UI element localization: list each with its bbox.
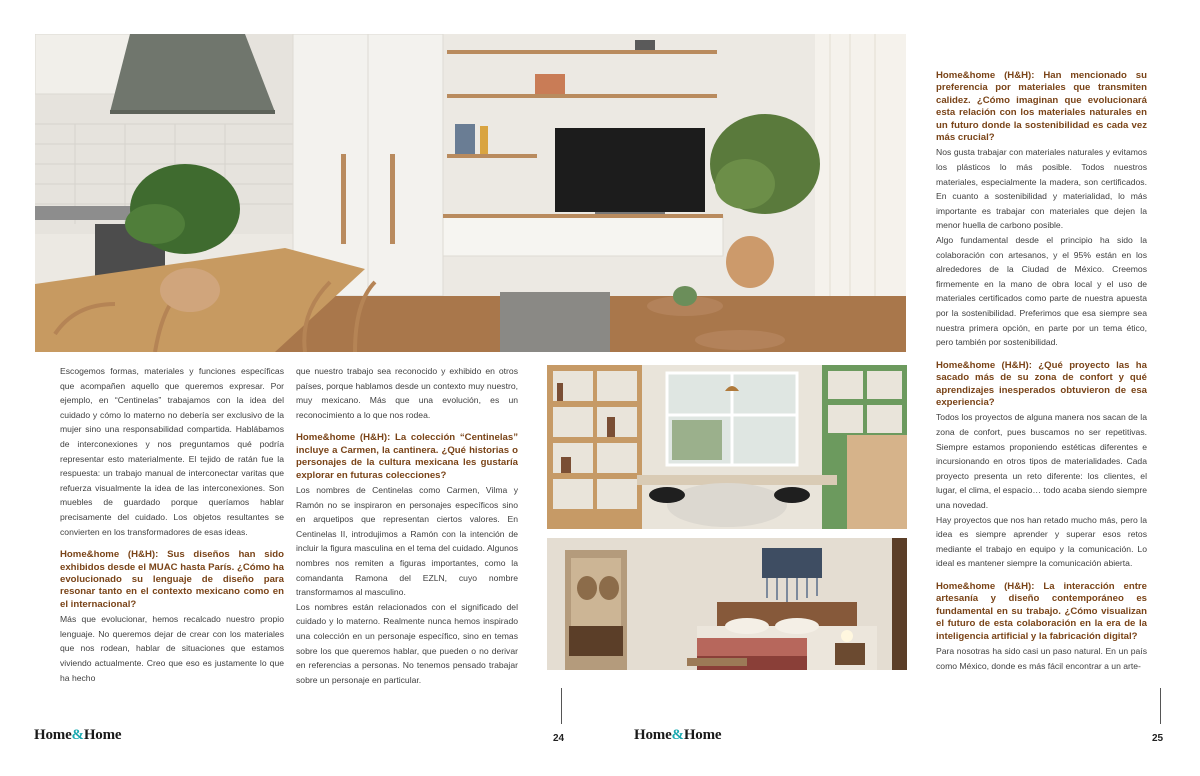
right-column-3 [936,70,1147,673]
footer-logo-right [634,727,721,744]
left-column-2 [296,364,518,687]
photo-living-room [35,34,906,352]
page-number-right: 25 [1152,733,1164,744]
paragraph: Hay proyectos que nos han retado mucho más, pero la idea es siempre aprender y superar esos retos mediante el trabajo en equipo y la comunicación. Lo ideal es mantener siempre la comunicación abierta. [936,514,1147,569]
logo-ampersand: & [71,727,84,743]
paragraph: que nuestro trabajo sea reconocido y exhibido en otros países, porque hablamos desde un contexto muy nuestro, muy mexicano. Más que una evolución, es un reconocimiento a lo que nos rodea. [296,366,518,420]
living-room-illustration [35,34,906,352]
footer-logo-left [34,727,121,744]
paragraph: Nos gusta trabajar con materiales naturales y evitamos los plásticos lo más posible. Todos nuestros materiales, especialmente la madera, son certificados. En cuanto a sostenibilidad y materialidad, lo más importante es trabajar con materiales que dejen la menor huella de carbono posible. [936,147,1147,231]
paragraph: Los nombres de Centinelas como Carmen, Vilma y Ramón no se inspiraron en personajes específicos sino en arquetipos que representan ciertos valores. En Centinelas II, introdujimos a Ramón con la intención de incluir la figura masculina en el tema del cuidado. Algunos nombres nos remiten a figuras importantes, como la comandanta Ramona del EZLN, cuyo nombre transformamos al masculino. [296,485,518,598]
bedroom-illustration [547,538,907,670]
interview-question: Home&home (H&H): ¿Qué proyecto las ha sacado más de su zona de confort y qué aprendizajes inesperados obtuvieron de esa experiencia? [936,359,1147,408]
study-room-illustration [547,365,907,529]
logo-word: Home [83,727,122,743]
paragraph: Para nosotras ha sido casi un paso natural. En un país como México, donde es más fácil encontrar a un arte- [936,645,1147,671]
paragraph: Los nombres están relacionados con el significado del cuidado y lo materno. Realmente nunca hemos inspirado una colección en un personaje específico, sino en temas sobre los que queremos hablar, que pueden o no derivar en referencias a personas. No tenemos pensado trabajar sobre un personaje en particular. [296,601,518,685]
photo-study-room [547,365,907,529]
paragraph: Escogemos formas, materiales y funciones específicas que acompañen aquello que queremos expresar. Por ejemplo, en “Centinelas” trabajamos con la idea del cuidado y cómo lo materno no debería ser exclusivo de la mujer sino una responsabilidad compartida. Hablábamos de interconexiones y nos preguntamos qué podría representar esto materialmente. El tejido de ratán fue la respuesta: un trabajo manual de interconectar varitas que refuerza visualmente la idea de las interconexiones. Son muebles de guardado porque queríamos hablar precisamente del cuidado. Los objetos resultantes se convierten en los transformadores de esas ideas. [60,366,284,537]
interview-question: Home&home (H&H): Han mencionado su preferencia por materiales que transmiten calidez. ¿Cómo imaginan que evolucionará esta relación con los materiales naturales en un futuro donde la sostenibilidad es cada vez más crucial? [936,70,1147,144]
footer-divider-right [1160,688,1161,724]
logo-word: Home [683,727,722,743]
footer-divider-left [561,688,562,724]
logo-word: Home [34,727,72,743]
page-number-left: 24 [553,733,565,744]
paragraph: Algo fundamental desde el principio ha sido la colaboración con artesanos, y el 95% están en los alrededores de la Ciudad de México. Creemos firmemente en la mano de obra local y el uso de materiales certificados como parte de nuestra apuesta por la sostenibilidad. Preferimos que esa siempre sea nuestra primera opción, en parte por un tema ético, pero también por sostenibilidad. [936,235,1147,348]
left-column-1 [60,364,284,685]
paragraph: Más que evolucionar, hemos recalcado nuestro propio lenguaje. No queremos dejar de crear con los materiales que nos rodean, hablar de situaciones que estamos viviendo actualmente. Creo que eso es justamente lo que ha hecho [60,614,284,683]
paragraph: Todos los proyectos de alguna manera nos sacan de la zona de confort, pues buscamos no ser repetitivas. Siempre estamos proponiendo estéticas diferentes e incursionando en otros tipos de materialidades. Cada proyecto presenta un reto diferente: los clientes, el lugar, el clima, el espacio… todo acaba siendo siempre una novedad. [936,412,1147,510]
logo-ampersand: & [671,727,684,743]
photo-bedroom [547,538,907,670]
interview-question: Home&home (H&H): La interacción entre artesanía y diseño contemporáneo es fundamental en su trabajo. ¿Cómo visualizan el futuro de esta colaboración en la era de la inteligencia artificial y la fabricación digital? [936,580,1147,642]
interview-question: Home&home (H&H): La colección “Centinelas” incluye a Carmen, la cantinera. ¿Qué historias o personajes de la cultura mexicana les gustaría explorar en futuras colecciones? [296,432,518,481]
interview-question: Home&home (H&H): Sus diseños han sido exhibidos desde el MUAC hasta París. ¿Cómo ha evolucionado su lenguaje de diseño para resonar tanto en el contexto mexicano como en el internacional? [60,549,284,610]
logo-word: Home [634,727,672,743]
